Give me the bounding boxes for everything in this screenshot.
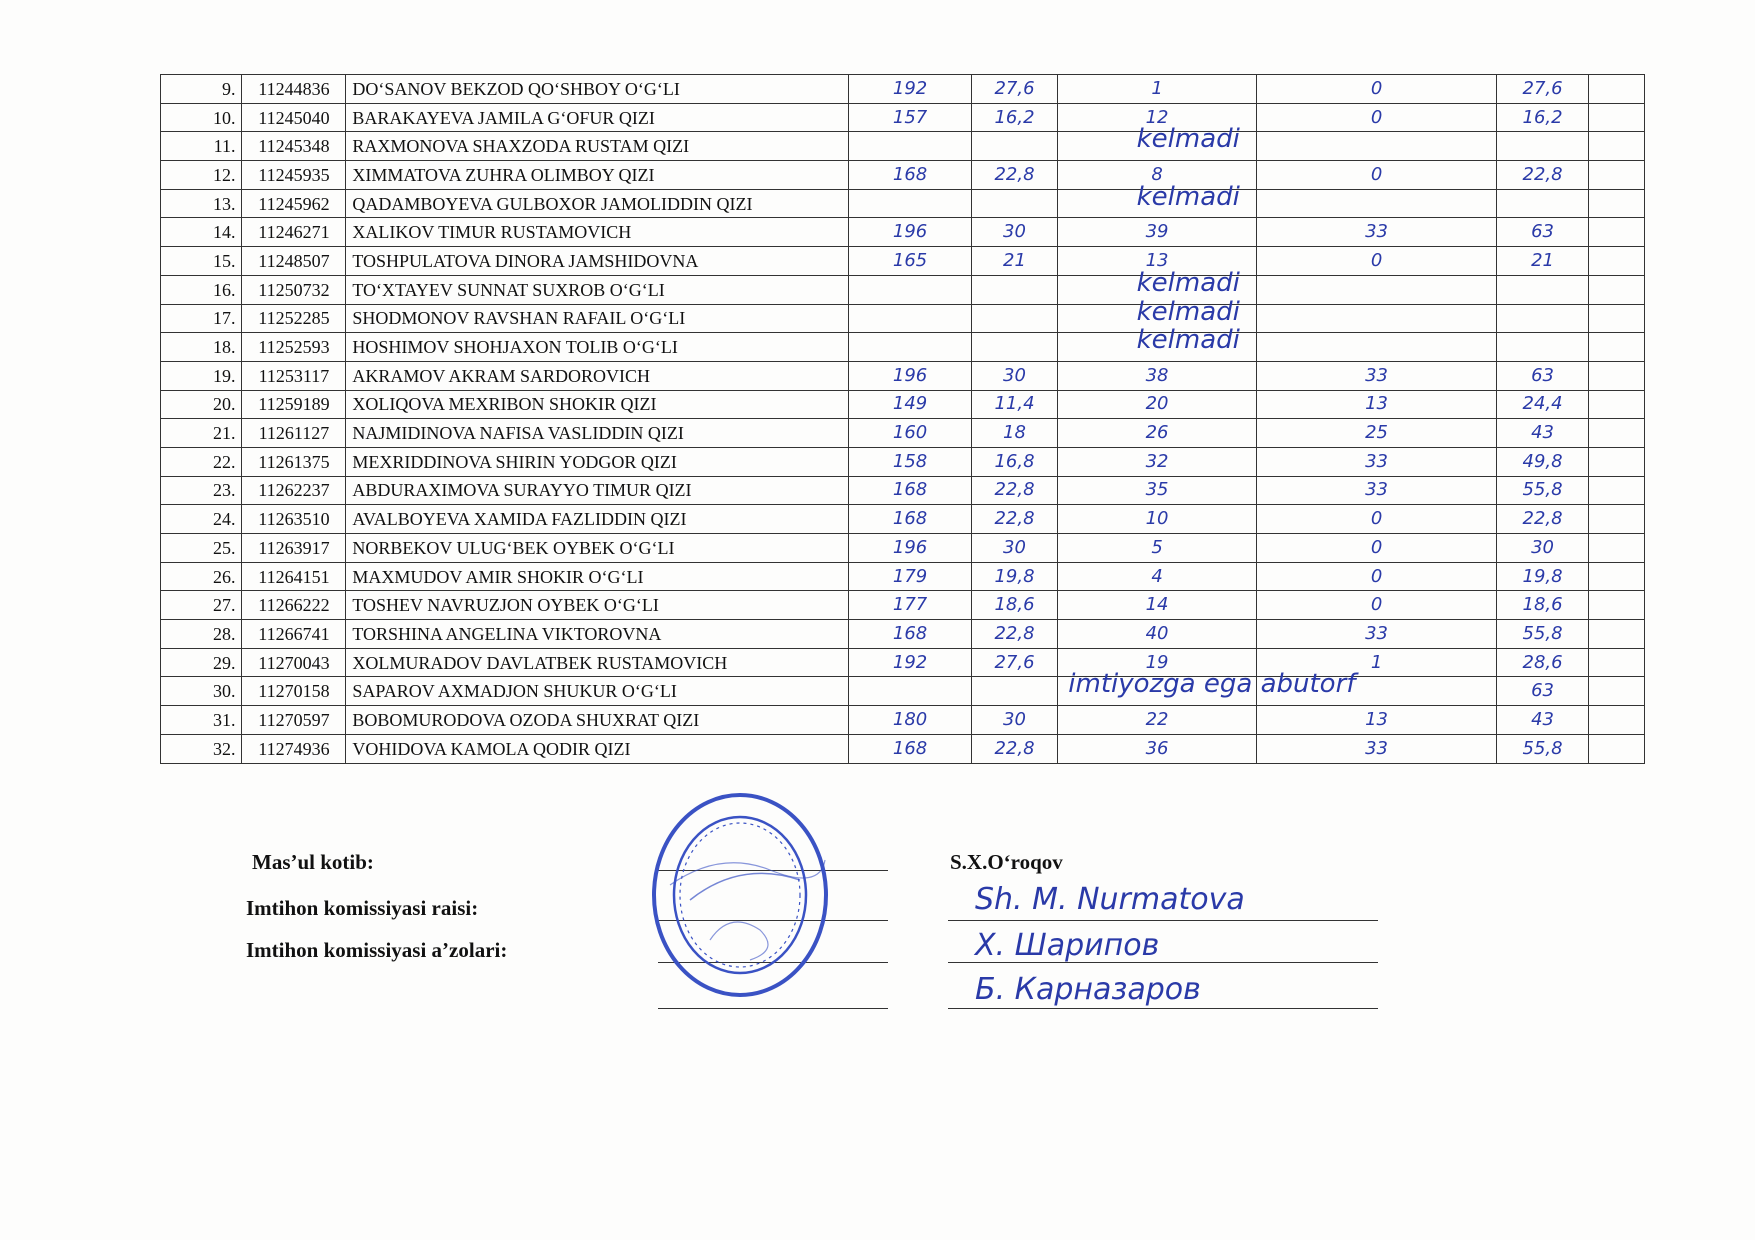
score-c: 39 — [1058, 218, 1257, 247]
score-total: 22,8 — [1497, 161, 1589, 190]
row-number: 24. — [161, 505, 242, 534]
table-row — [161, 620, 1645, 649]
score-a: 149 — [849, 390, 971, 419]
student-id: 11270597 — [242, 706, 346, 735]
empty-cell — [1588, 706, 1644, 735]
student-name: BOBOMURODOVA OZODA SHUXRAT QIZI — [346, 706, 849, 735]
student-name: MEXRIDDINOVA SHIRIN YODGOR QIZI — [346, 447, 849, 476]
score-a — [849, 677, 971, 706]
score-a: 196 — [849, 534, 971, 563]
score-total: 28,6 — [1497, 648, 1589, 677]
score-d: 33 — [1256, 447, 1496, 476]
score-d: 33 — [1256, 620, 1496, 649]
score-d: 0 — [1256, 505, 1496, 534]
table-row — [161, 734, 1645, 763]
secretary-label: Mas’ul kotib: — [252, 850, 374, 874]
empty-cell — [1588, 648, 1644, 677]
score-c: 12 — [1058, 103, 1257, 132]
empty-cell — [1588, 275, 1644, 304]
student-id: 11266741 — [242, 620, 346, 649]
score-a: 196 — [849, 361, 971, 390]
student-id: 11264151 — [242, 562, 346, 591]
table-row — [161, 247, 1645, 276]
student-name: SHODMONOV RAVSHAN RAFAIL O‘G‘LI — [346, 304, 849, 333]
empty-cell — [1588, 333, 1644, 362]
row-number: 23. — [161, 476, 242, 505]
score-d — [1256, 677, 1496, 706]
score-b: 18,6 — [971, 591, 1058, 620]
score-d: 0 — [1256, 161, 1496, 190]
score-a: 168 — [849, 734, 971, 763]
student-name: AVALBOYEVA XAMIDA FAZLIDDIN QIZI — [346, 505, 849, 534]
score-b: 22,8 — [971, 161, 1058, 190]
score-b: 21 — [971, 247, 1058, 276]
empty-cell — [1588, 620, 1644, 649]
student-id: 11253117 — [242, 361, 346, 390]
student-id: 11274936 — [242, 734, 346, 763]
row-number: 20. — [161, 390, 242, 419]
score-d: 13 — [1256, 706, 1496, 735]
score-a — [849, 189, 971, 218]
row-number: 18. — [161, 333, 242, 362]
score-c: 5 — [1058, 534, 1257, 563]
score-c — [1058, 124, 1257, 161]
student-id: 11252285 — [242, 304, 346, 333]
score-c: 14 — [1058, 591, 1257, 620]
student-name: QADAMBOYEVA GULBOXOR JAMOLIDDIN QIZI — [346, 189, 849, 218]
chair-signature: Sh. M. Nurmatova — [975, 882, 1245, 917]
student-name: MAXMUDOV AMIR SHOKIR O‘G‘LI — [346, 562, 849, 591]
score-a: 168 — [849, 161, 971, 190]
handwritten-note: kelmadi — [1136, 181, 1240, 212]
student-name: HOSHIMOV SHOHJAXON TOLIB O‘G‘LI — [346, 333, 849, 362]
score-b: 22,8 — [971, 476, 1058, 505]
score-total: 30 — [1497, 534, 1589, 563]
results-table — [160, 74, 1645, 764]
row-number: 32. — [161, 734, 242, 763]
empty-cell — [1588, 419, 1644, 448]
chair-label: Imtihon komissiyasi raisi: — [246, 896, 479, 920]
score-a: 196 — [849, 218, 971, 247]
student-id: 11261127 — [242, 419, 346, 448]
score-c: 10 — [1058, 505, 1257, 534]
student-id: 11270158 — [242, 677, 346, 706]
student-name: RAXMONOVA SHAXZODA RUSTAM QIZI — [346, 132, 849, 161]
student-id: 11262237 — [242, 476, 346, 505]
table-row — [161, 132, 1645, 161]
score-total: 63 — [1497, 361, 1589, 390]
score-a — [849, 304, 971, 333]
row-number: 9. — [161, 75, 242, 104]
members-label: Imtihon komissiyasi a’zolari: — [246, 938, 508, 962]
row-number: 27. — [161, 591, 242, 620]
row-number: 29. — [161, 648, 242, 677]
score-b: 18 — [971, 419, 1058, 448]
score-total: 18,6 — [1497, 591, 1589, 620]
score-total: 43 — [1497, 419, 1589, 448]
score-c — [1058, 669, 1356, 706]
student-name: TOSHPULATOVA DINORA JAMSHIDOVNA — [346, 247, 849, 276]
score-a — [849, 333, 971, 362]
score-total — [1497, 189, 1589, 218]
score-d: 33 — [1256, 734, 1496, 763]
student-name: ABDURAXIMOVA SURAYYO TIMUR QIZI — [346, 476, 849, 505]
score-d: 1 — [1256, 648, 1496, 677]
empty-cell — [1588, 103, 1644, 132]
student-name: TO‘XTAYEV SUNNAT SUXROB O‘G‘LI — [346, 275, 849, 304]
score-b — [971, 333, 1058, 362]
student-name: NORBEKOV ULUG‘BEK OYBEK O‘G‘LI — [346, 534, 849, 563]
table-row — [161, 476, 1645, 505]
table-row — [161, 275, 1645, 304]
score-c: 1 — [1058, 75, 1257, 104]
score-b: 22,8 — [971, 505, 1058, 534]
student-name: BARAKAYEVA JAMILA G‘OFUR QIZI — [346, 103, 849, 132]
score-total: 22,8 — [1497, 505, 1589, 534]
score-c: 35 — [1058, 476, 1257, 505]
empty-cell — [1588, 189, 1644, 218]
empty-cell — [1588, 505, 1644, 534]
handwritten-note: imtiyozga ega abutorf — [1068, 669, 1356, 700]
row-number: 15. — [161, 247, 242, 276]
score-total: 16,2 — [1497, 103, 1589, 132]
empty-cell — [1588, 476, 1644, 505]
student-name: XOLIQOVA MEXRIBON SHOKIR QIZI — [346, 390, 849, 419]
student-id: 11245348 — [242, 132, 346, 161]
empty-cell — [1588, 75, 1644, 104]
student-id: 11245962 — [242, 189, 346, 218]
student-name: AKRAMOV AKRAM SARDOROVICH — [346, 361, 849, 390]
empty-cell — [1588, 534, 1644, 563]
score-c — [1058, 181, 1257, 218]
score-total — [1497, 132, 1589, 161]
student-name: NAJMIDINOVA NAFISA VASLIDDIN QIZI — [346, 419, 849, 448]
score-total: 55,8 — [1497, 734, 1589, 763]
results-table-body — [161, 75, 1645, 764]
row-number: 25. — [161, 534, 242, 563]
score-d: 33 — [1256, 361, 1496, 390]
score-c: 26 — [1058, 419, 1257, 448]
score-total: 24,4 — [1497, 390, 1589, 419]
score-d — [1256, 333, 1496, 362]
score-b — [971, 304, 1058, 333]
member2-signature: Б. Карназаров — [975, 972, 1201, 1007]
score-b: 30 — [971, 218, 1058, 247]
handwritten-note: kelmadi — [1136, 325, 1240, 356]
student-id: 11252593 — [242, 333, 346, 362]
score-c: 38 — [1058, 361, 1257, 390]
empty-cell — [1588, 161, 1644, 190]
score-d: 33 — [1256, 476, 1496, 505]
student-id: 11266222 — [242, 591, 346, 620]
member1-signature: Х. Шарипов — [975, 928, 1160, 963]
table-row — [161, 304, 1645, 333]
score-c: 19 — [1058, 648, 1257, 677]
member2-name-line — [948, 1008, 1378, 1009]
score-b: 30 — [971, 534, 1058, 563]
score-total: 19,8 — [1497, 562, 1589, 591]
score-d — [1256, 189, 1496, 218]
student-id: 11246271 — [242, 218, 346, 247]
handwritten-note: kelmadi — [1136, 296, 1240, 327]
secretary-name: S.X.O‘roqov — [950, 850, 1063, 874]
score-c: 22 — [1058, 706, 1257, 735]
score-b — [971, 677, 1058, 706]
table-row — [161, 390, 1645, 419]
table-row — [161, 75, 1645, 104]
score-a: 160 — [849, 419, 971, 448]
student-name: XOLMURADOV DAVLATBEK RUSTAMOVICH — [346, 648, 849, 677]
score-c: 36 — [1058, 734, 1257, 763]
student-id: 11270043 — [242, 648, 346, 677]
row-number: 22. — [161, 447, 242, 476]
student-id: 11250732 — [242, 275, 346, 304]
score-a — [849, 275, 971, 304]
row-number: 19. — [161, 361, 242, 390]
score-a: 192 — [849, 75, 971, 104]
score-c: 40 — [1058, 620, 1257, 649]
score-b — [971, 189, 1058, 218]
score-c: 4 — [1058, 562, 1257, 591]
row-number: 10. — [161, 103, 242, 132]
score-total: 63 — [1497, 218, 1589, 247]
score-total: 55,8 — [1497, 476, 1589, 505]
empty-cell — [1588, 218, 1644, 247]
score-d: 0 — [1256, 591, 1496, 620]
row-number: 30. — [161, 677, 242, 706]
row-number: 13. — [161, 189, 242, 218]
empty-cell — [1588, 734, 1644, 763]
score-b: 11,4 — [971, 390, 1058, 419]
student-id: 11263917 — [242, 534, 346, 563]
score-c: 32 — [1058, 447, 1257, 476]
score-a: 168 — [849, 476, 971, 505]
score-b — [971, 132, 1058, 161]
score-a: 165 — [849, 247, 971, 276]
score-total: 63 — [1497, 677, 1589, 706]
student-name: XIMMATOVA ZUHRA OLIMBOY QIZI — [346, 161, 849, 190]
score-a: 168 — [849, 505, 971, 534]
score-c — [1058, 325, 1257, 362]
student-id: 11245040 — [242, 103, 346, 132]
score-b: 16,8 — [971, 447, 1058, 476]
score-b: 30 — [971, 361, 1058, 390]
score-d: 0 — [1256, 534, 1496, 563]
empty-cell — [1588, 447, 1644, 476]
score-b — [971, 275, 1058, 304]
empty-cell — [1588, 132, 1644, 161]
handwritten-note: kelmadi — [1136, 124, 1240, 155]
score-a: 158 — [849, 447, 971, 476]
score-a: 180 — [849, 706, 971, 735]
table-row — [161, 447, 1645, 476]
score-d: 0 — [1256, 247, 1496, 276]
row-number: 16. — [161, 275, 242, 304]
row-number: 17. — [161, 304, 242, 333]
table-row — [161, 103, 1645, 132]
student-name: XALIKOV TIMUR RUSTAMOVICH — [346, 218, 849, 247]
row-number: 26. — [161, 562, 242, 591]
score-b: 19,8 — [971, 562, 1058, 591]
score-a: 179 — [849, 562, 971, 591]
student-name: SAPAROV AXMADJON SHUKUR O‘G‘LI — [346, 677, 849, 706]
score-b: 27,6 — [971, 75, 1058, 104]
student-id: 11248507 — [242, 247, 346, 276]
table-row — [161, 218, 1645, 247]
score-a: 177 — [849, 591, 971, 620]
empty-cell — [1588, 390, 1644, 419]
score-d: 0 — [1256, 75, 1496, 104]
table-row — [161, 161, 1645, 190]
student-id: 11261375 — [242, 447, 346, 476]
empty-cell — [1588, 304, 1644, 333]
row-number: 11. — [161, 132, 242, 161]
score-d: 33 — [1256, 218, 1496, 247]
row-number: 21. — [161, 419, 242, 448]
row-number: 28. — [161, 620, 242, 649]
empty-cell — [1588, 591, 1644, 620]
handwritten-note: kelmadi — [1136, 267, 1240, 298]
row-number: 12. — [161, 161, 242, 190]
score-a: 168 — [849, 620, 971, 649]
student-id: 11263510 — [242, 505, 346, 534]
empty-cell — [1588, 562, 1644, 591]
table-row — [161, 562, 1645, 591]
member2-signature-line — [658, 1008, 888, 1009]
score-a: 157 — [849, 103, 971, 132]
score-total: 49,8 — [1497, 447, 1589, 476]
student-name: TORSHINA ANGELINA VIKTOROVNA — [346, 620, 849, 649]
student-id: 11245935 — [242, 161, 346, 190]
student-name: DO‘SANOV BEKZOD QO‘SHBOY O‘G‘LI — [346, 75, 849, 104]
score-total — [1497, 304, 1589, 333]
empty-cell — [1588, 361, 1644, 390]
score-d — [1256, 132, 1496, 161]
score-b: 30 — [971, 706, 1058, 735]
score-c: 20 — [1058, 390, 1257, 419]
score-total: 43 — [1497, 706, 1589, 735]
commission-stamp — [650, 790, 830, 1000]
row-number: 31. — [161, 706, 242, 735]
table-row — [161, 505, 1645, 534]
empty-cell — [1588, 247, 1644, 276]
score-d: 0 — [1256, 562, 1496, 591]
score-total — [1497, 333, 1589, 362]
empty-cell — [1588, 677, 1644, 706]
score-b: 27,6 — [971, 648, 1058, 677]
score-total: 27,6 — [1497, 75, 1589, 104]
student-name: VOHIDOVA KAMOLA QODIR QIZI — [346, 734, 849, 763]
table-row — [161, 419, 1645, 448]
score-b: 22,8 — [971, 734, 1058, 763]
table-row — [161, 361, 1645, 390]
score-total: 21 — [1497, 247, 1589, 276]
score-b: 22,8 — [971, 620, 1058, 649]
table-row — [161, 677, 1645, 706]
score-c: 13 — [1058, 247, 1257, 276]
table-row — [161, 189, 1645, 218]
table-row — [161, 333, 1645, 362]
table-row — [161, 534, 1645, 563]
score-d: 0 — [1256, 103, 1496, 132]
student-id: 11244836 — [242, 75, 346, 104]
score-c: 8 — [1058, 161, 1257, 190]
student-id: 11259189 — [242, 390, 346, 419]
score-a: 192 — [849, 648, 971, 677]
score-b: 16,2 — [971, 103, 1058, 132]
table-row — [161, 706, 1645, 735]
score-d: 25 — [1256, 419, 1496, 448]
table-row — [161, 591, 1645, 620]
score-total — [1497, 275, 1589, 304]
score-d: 13 — [1256, 390, 1496, 419]
score-total: 55,8 — [1497, 620, 1589, 649]
student-name: TOSHEV NAVRUZJON OYBEK O‘G‘LI — [346, 591, 849, 620]
row-number: 14. — [161, 218, 242, 247]
score-a — [849, 132, 971, 161]
chair-name-line — [948, 920, 1378, 921]
